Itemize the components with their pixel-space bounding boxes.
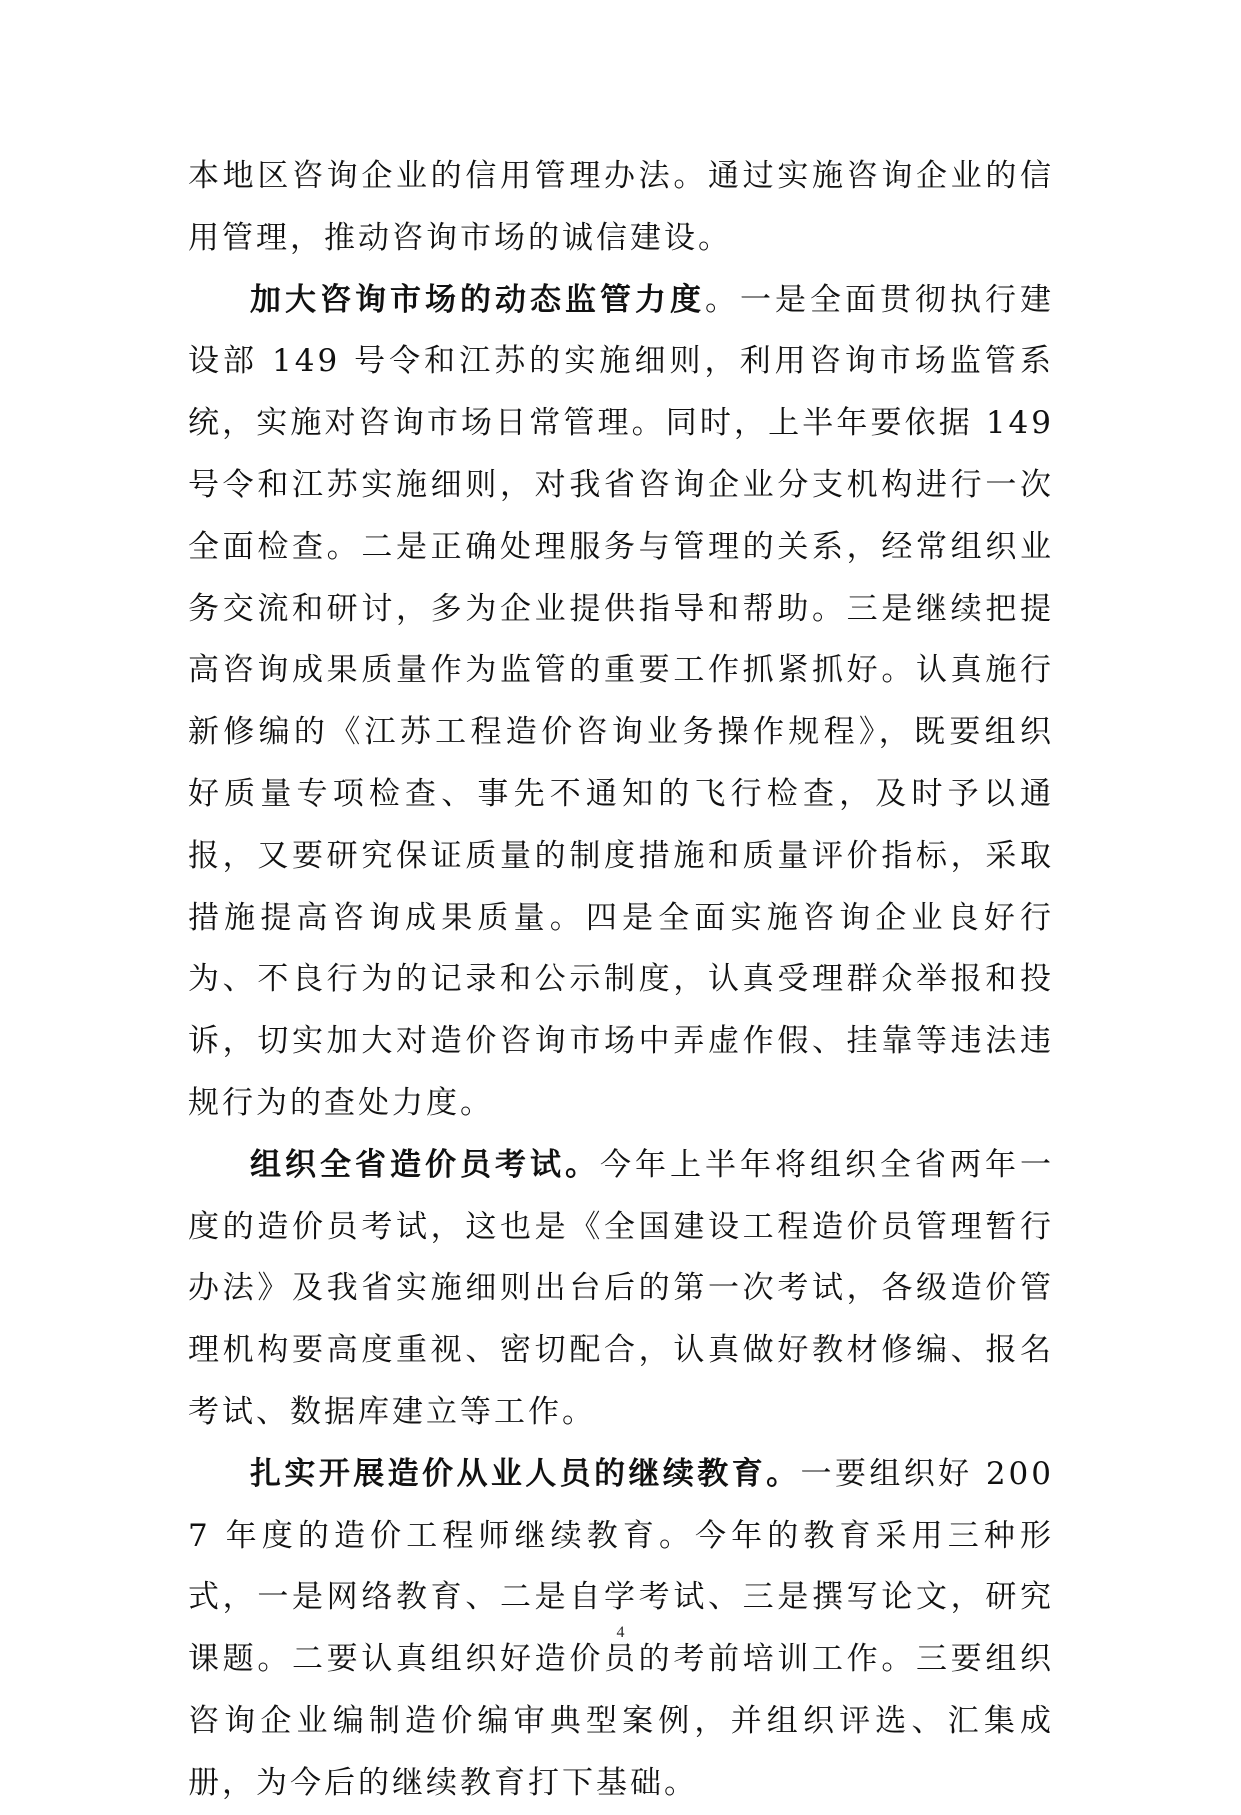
paragraph-heading: 加大咨询市场的动态监管力度 — [250, 281, 705, 318]
paragraph-text: 一要组织好 2007 年度的造价工程师继续教育。今年的教育采用三种形式，一是网络教育、二是自学考试、三是撰写论文，研究课题。二要认真组织好造价员的考前培训工作。三要组织咨询企业编制造价编审典型案例，并组织评选、汇集成册，为今后的继续教育打下基础。 — [188, 1455, 1055, 1801]
document-body — [188, 146, 1054, 1815]
paragraph-text: 本地区咨询企业的信用管理办法。通过实施咨询企业的信用管理，推动咨询市场的诚信建设。 — [188, 158, 1054, 256]
paragraph-cost-engineer-exam — [188, 1135, 1054, 1444]
paragraph-text: 今年上半年将组织全省两年一度的造价员考试，这也是《全国建设工程造价员管理暂行办法》及我省实施细则出台后的第一次考试，各级造价管理机构要高度重视、密切配合，认真做好教材修编、报名考试、数据库建立等工作。 — [188, 1146, 1054, 1430]
paragraph-market-supervision — [188, 270, 1054, 1135]
paragraph-text: 。一是全面贯彻执行建设部 149 号令和江苏的实施细则，利用咨询市场监管系统，实施对咨询市场日常管理。同时，上半年要依据 149 号令和江苏实施细则，对我省咨询企业分支机构进行一次全面检查。二是正确处理服务与管理的关系，经常组织业务交流和研讨，多为企业提供指导和帮助。三是继续把提高咨询成果质量作为监管的重要工作抓紧抓好。认真施行新修编的《江苏工程造价咨询业务操作规程》，既要组织好质量专项检查、事先不通知的飞行检查，及时予以通报，又要研究保证质量的制度措施和质量评价指标，采取措施提高咨询成果质量。四是全面实施咨询企业良好行为、不良行为的记录和公示制度，认真受理群众举报和投诉，切实加大对造价咨询市场中弄虚作假、挂靠等违法违规行为的查处力度。 — [188, 281, 1054, 1121]
paragraph-heading: 扎实开展造价从业人员的继续教育。 — [250, 1455, 801, 1492]
paragraph-heading: 组织全省造价员考试。 — [250, 1146, 600, 1183]
page-number: 4 — [616, 1624, 625, 1641]
paragraph-credit-management — [188, 146, 1054, 270]
